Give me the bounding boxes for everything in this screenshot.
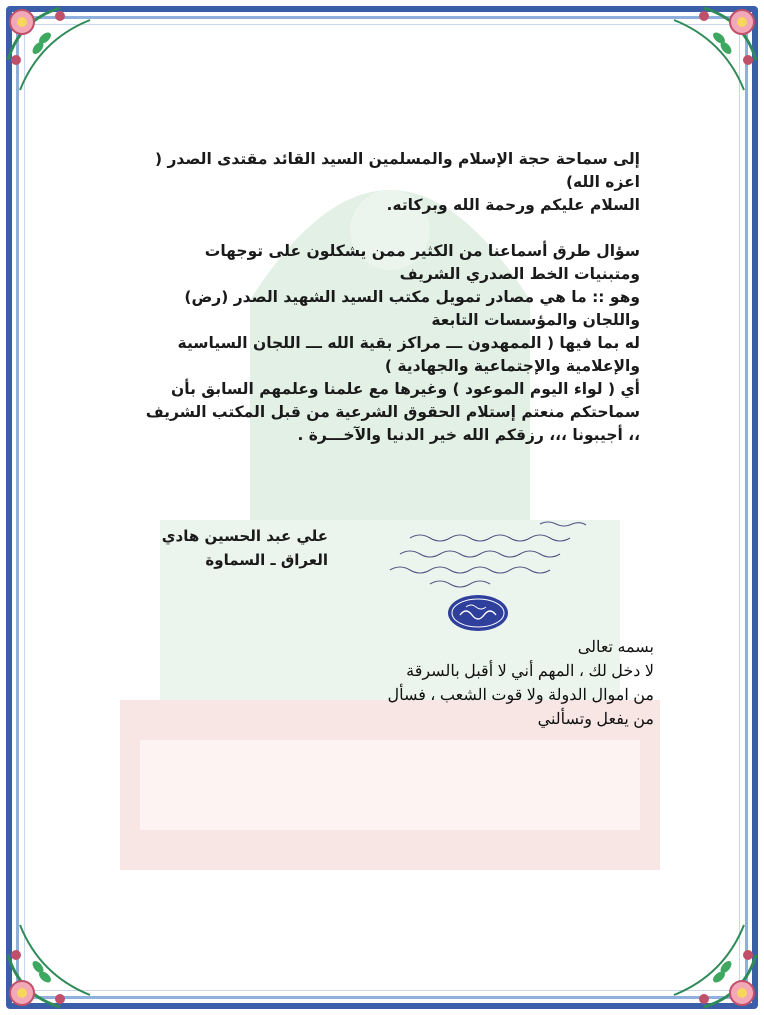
official-seal-stamp <box>446 593 510 633</box>
floral-corner-ornament <box>644 0 764 120</box>
sender-name: علي عبد الحسين هادي <box>161 527 328 545</box>
letter-line: السلام عليكم ورحمة الله وبركاته. <box>386 196 640 214</box>
letter-line: ،، أجيبونا ،،، رزقكم الله خير الدنيا والآخـــرة . <box>297 426 640 444</box>
floral-corner-ornament <box>644 895 764 1015</box>
reply-line: من يفعل وتسألني <box>537 711 654 728</box>
letter-blank-line <box>120 217 640 240</box>
reply-line: لا دخل لك ، المهم أني لا أقبل بالسرقة <box>406 663 654 680</box>
letter-line: واللجان والمؤسسات التابعة <box>431 311 640 329</box>
reply-line: بسمه تعالى <box>577 639 654 656</box>
letter-body <box>120 148 640 447</box>
letter-line: وهو :: ما هي مصادر تمويل مكتب السيد الشهيد الصدر (رض) <box>184 288 640 306</box>
letter-line: اعزه الله) <box>565 173 640 191</box>
sender-location: العراق ـ السماوة <box>205 551 328 569</box>
sender-signature <box>128 524 328 572</box>
letter-line: له بما فيها ( الممهدون ـــ مراكز بقية الله ـــ اللجان السياسية <box>177 334 640 352</box>
letter-line: أي ( لواء اليوم الموعود ) وغيرها مع علمنا وعلمهم السابق بأن <box>171 380 640 398</box>
reply-line: من اموال الدولة ولا قوت الشعب ، فسأل <box>387 687 654 704</box>
letter-line: إلى سماحة حجة الإسلام والمسلمين السيد القائد مقتدى الصدر ( <box>155 150 640 168</box>
letter-line: والإعلامية والإجتماعية والجهادية ) <box>384 357 640 375</box>
reply-text <box>360 636 654 732</box>
letter-line: سماحتكم منعتم إستلام الحقوق الشرعية من قبل المكتب الشريف <box>145 403 640 421</box>
letter-line: سؤال طرق أسماعنا من الكثير ممن يشكلون على توجهات <box>204 242 640 260</box>
floral-corner-ornament <box>0 895 120 1015</box>
letter-line: ومتبنيات الخط الصدري الشريف <box>399 265 640 283</box>
floral-corner-ornament <box>0 0 120 120</box>
handwritten-reply-image <box>370 518 610 598</box>
